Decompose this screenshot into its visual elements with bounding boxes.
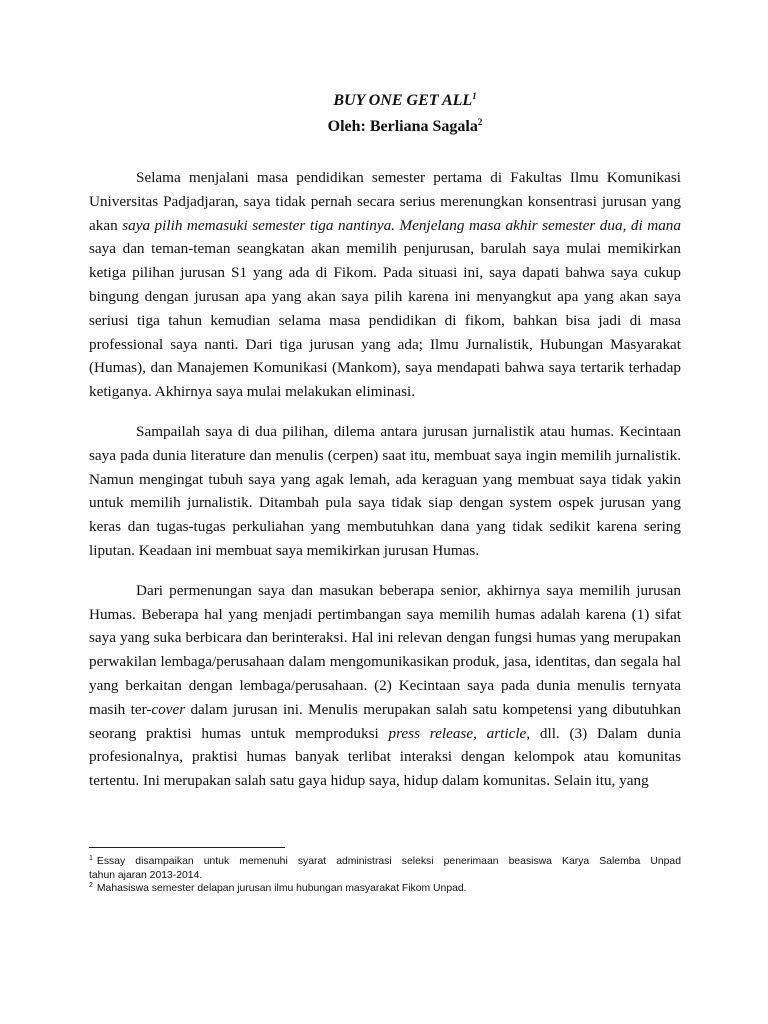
paragraph-line: saya pada dunia literature dan menulis (cerpen) saat itu, membuat saya ingin memilih jurnalistik. (89, 446, 681, 464)
paragraph-line: keras dan tugas-tugas perkuliahan yang membutuhkan dana yang tidak sedikit karena sering (89, 518, 681, 536)
paragraph-line: (Humas), dan Manajemen Komunikasi (Mankom), saya mendapati bahwa saya tertarik terhadap (89, 359, 681, 377)
paragraph-line: Dari permenungan saya dan masukan beberapa senior, akhirnya saya memilih jurusan (136, 581, 681, 599)
author-footnote-marker: 2 (477, 117, 483, 127)
paragraph-line: Humas. Beberapa hal yang menjadi pertimbangan saya memilih humas adalah karena (1) sifat (89, 605, 681, 623)
paragraph-line: Sampailah saya di dua pilihan, dilema antara jurusan jurnalistik atau humas. Kecintaan (136, 422, 681, 440)
paragraph-line: seriusi tiga tahun kemudian selama masa pendidikan di fikom, bahkan bisa jadi di masa (89, 311, 681, 329)
paragraph-line: professional saya nanti. Dari tiga jurusan yang ada; Ilmu Jurnalistik, Hubungan Masyarakat (89, 335, 681, 353)
footnotes (89, 855, 681, 896)
document-author: Oleh: Berliana Sagala$^2$ (327, 117, 483, 135)
footnote (89, 882, 681, 896)
paragraph-line: profesionalnya, praktisi humas banyak terlibat interaksi dengan kelompok atau komunitas (89, 748, 681, 766)
paragraph-line: ketiganya. Akhirnya saya mulai melakukan eliminasi. (89, 383, 416, 401)
paragraph-line: Universitas Padjadjaran, saya tidak pernah secara serius merenungkan konsentrasi jurusan yang (89, 192, 681, 210)
paragraph-line: masih ter-cover dalam jurusan ini. Menulis merupakan salah satu kompetensi yang dibutuhkan (89, 700, 681, 718)
paragraph (89, 166, 681, 404)
footnote-line: tahun ajaran 2013-2014. (89, 869, 203, 881)
paragraph-line: saya yang suka berbicara dan berinteraksi. Hal ini relevan dengan fungsi humas yang merupakan (89, 629, 681, 647)
document-title: BUY ONE GET ALL$^1$ (333, 91, 477, 109)
footnote-line: $^1$ Essay disampaikan untuk memenuhi syarat administrasi seleksi penerimaan beasiswa Karya Salemba Unpad (89, 855, 681, 867)
paragraph-line: bingung dengan jurusan apa yang akan saya pilih karena ini menyangkut apa yang akan saya (89, 287, 681, 305)
footnote-line: $^2$ Mahasiswa semester delapan jurusan ilmu hubungan masyarakat Fikom Unpad. (89, 882, 467, 894)
paragraph-line: yang berkaitan dengan lembaga/perusahaan. (2) Kecintaan saya pada dunia menulis ternyata (89, 676, 681, 694)
body-text (89, 166, 681, 809)
paragraph (89, 579, 681, 793)
title-footnote-marker: 1 (472, 91, 477, 101)
paragraph-line: tertentu. Ini merupakan salah satu gaya hidup saya, hidup dalam komunitas. Selain itu, yang (89, 772, 649, 790)
paragraph-line: akan saya pilih memasuki semester tiga nantinya. Menjelang masa akhir semester dua, di mana (89, 216, 681, 234)
footnote-divider (89, 847, 285, 848)
paragraph-line: untuk memilih jurnalistik. Ditambah pula saya tidak siap dengan system ospek jurusan yang (89, 494, 681, 512)
paragraph-line: liputan. Keadaan ini membuat saya memikirkan jurusan Humas. (89, 541, 480, 559)
paragraph-line: perwakilan lembaga/perusahaan dalam mengomunikasikan produk, jasa, identitas, dan segala hal (89, 653, 681, 671)
title-block (0, 88, 768, 140)
footnote-marker: 2 (89, 882, 93, 889)
footnote (89, 855, 681, 882)
paragraph-line: seorang praktisi humas untuk memproduksi press release, article, dll. (3) Dalam dunia (89, 724, 681, 742)
footnote-marker: 1 (89, 855, 93, 862)
paragraph-line: saya dan teman-teman seangkatan akan memilih penjurusan, barulah saya mulai memikirkan (89, 240, 681, 258)
paragraph-line: ketiga pilihan jurusan S1 yang ada di Fikom. Pada situasi ini, saya dapati bahwa saya cukup (89, 264, 681, 282)
paragraph-line: Selama menjalani masa pendidikan semester pertama di Fakultas Ilmu Komunikasi (136, 169, 681, 186)
paragraph (89, 420, 681, 563)
paragraph-line: Namun mengingat tubuh saya yang agak lemah, ada keraguan yang membuat saya tidak yakin (89, 470, 681, 488)
